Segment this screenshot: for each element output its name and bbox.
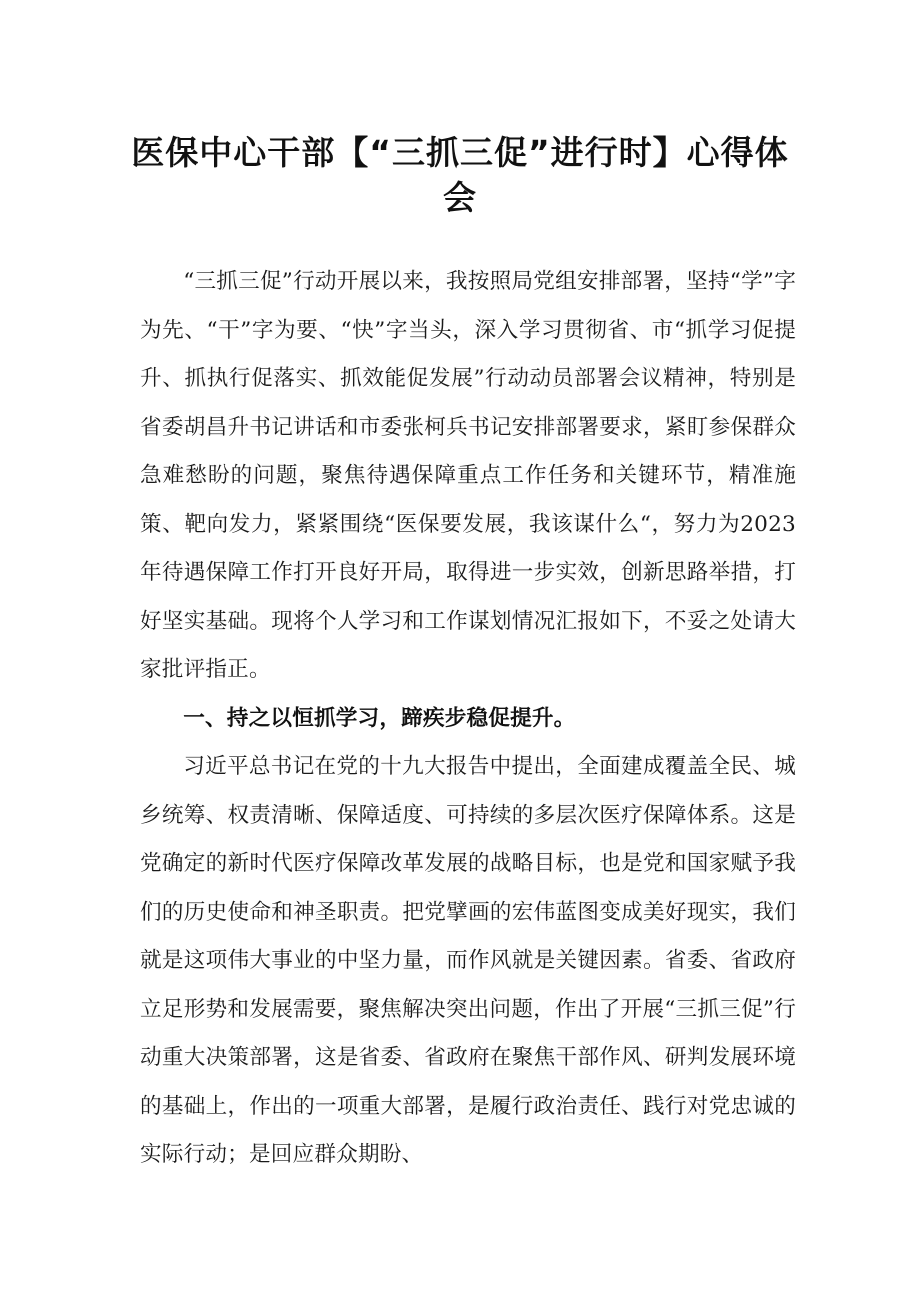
document-title: 医保中心干部【“三抓三促”进行时】心得体会: [131, 133, 789, 217]
section-paragraph: 习近平总书记在党的十九大报告中提出，全面建成覆盖全民、城乡统筹、权责清晰、保障适度、可持续的多层次医疗保障体系。这是党确定的新时代医疗保障改革发展的战略目标，也是党和国家赋予我们的历史使命和神圣职责。把党擘画的宏伟蓝图变成美好现实，我们就是这项伟大事业的中坚力量，而作风就是关键因素。省委、省政府立足形势和发展需要，聚焦解决突出问题，作出了开展“三抓三促”行动重大决策部署，这是省委、省政府在聚焦干部作风、研判发展环境的基础上，作出的一项重大部署，是履行政治责任、践行对党忠诚的实际行动；是回应群众期盼、: [140, 754, 796, 1167]
section-heading: 一、持之以恒抓学习，蹄疾步稳促提升。: [183, 705, 576, 731]
intro-paragraph: “三抓三促”行动开展以来，我按照局党组安排部署，坚持“学”字为先、“干”字为要、“快”字当头，深入学习贯彻省、市“抓学习促提升、抓执行促落实、抓效能促发展”行动动员部署会议精神，特别是省委胡昌升书记讲话和市委张柯兵书记安排部署要求，紧盯参保群众急难愁盼的问题，聚焦待遇保障重点工作任务和关键环节，精准施策、靶向发力，紧紧围绕“医保要发展，我该谋什么“，努力为2023年待遇保障工作打开良好开局，取得进一步实效，创新思路举措，打好坚实基础。现将个人学习和工作谋划情况汇报如下，不妥之处请大家批评指正。: [140, 269, 796, 682]
document-body: [140, 258, 796, 1180]
